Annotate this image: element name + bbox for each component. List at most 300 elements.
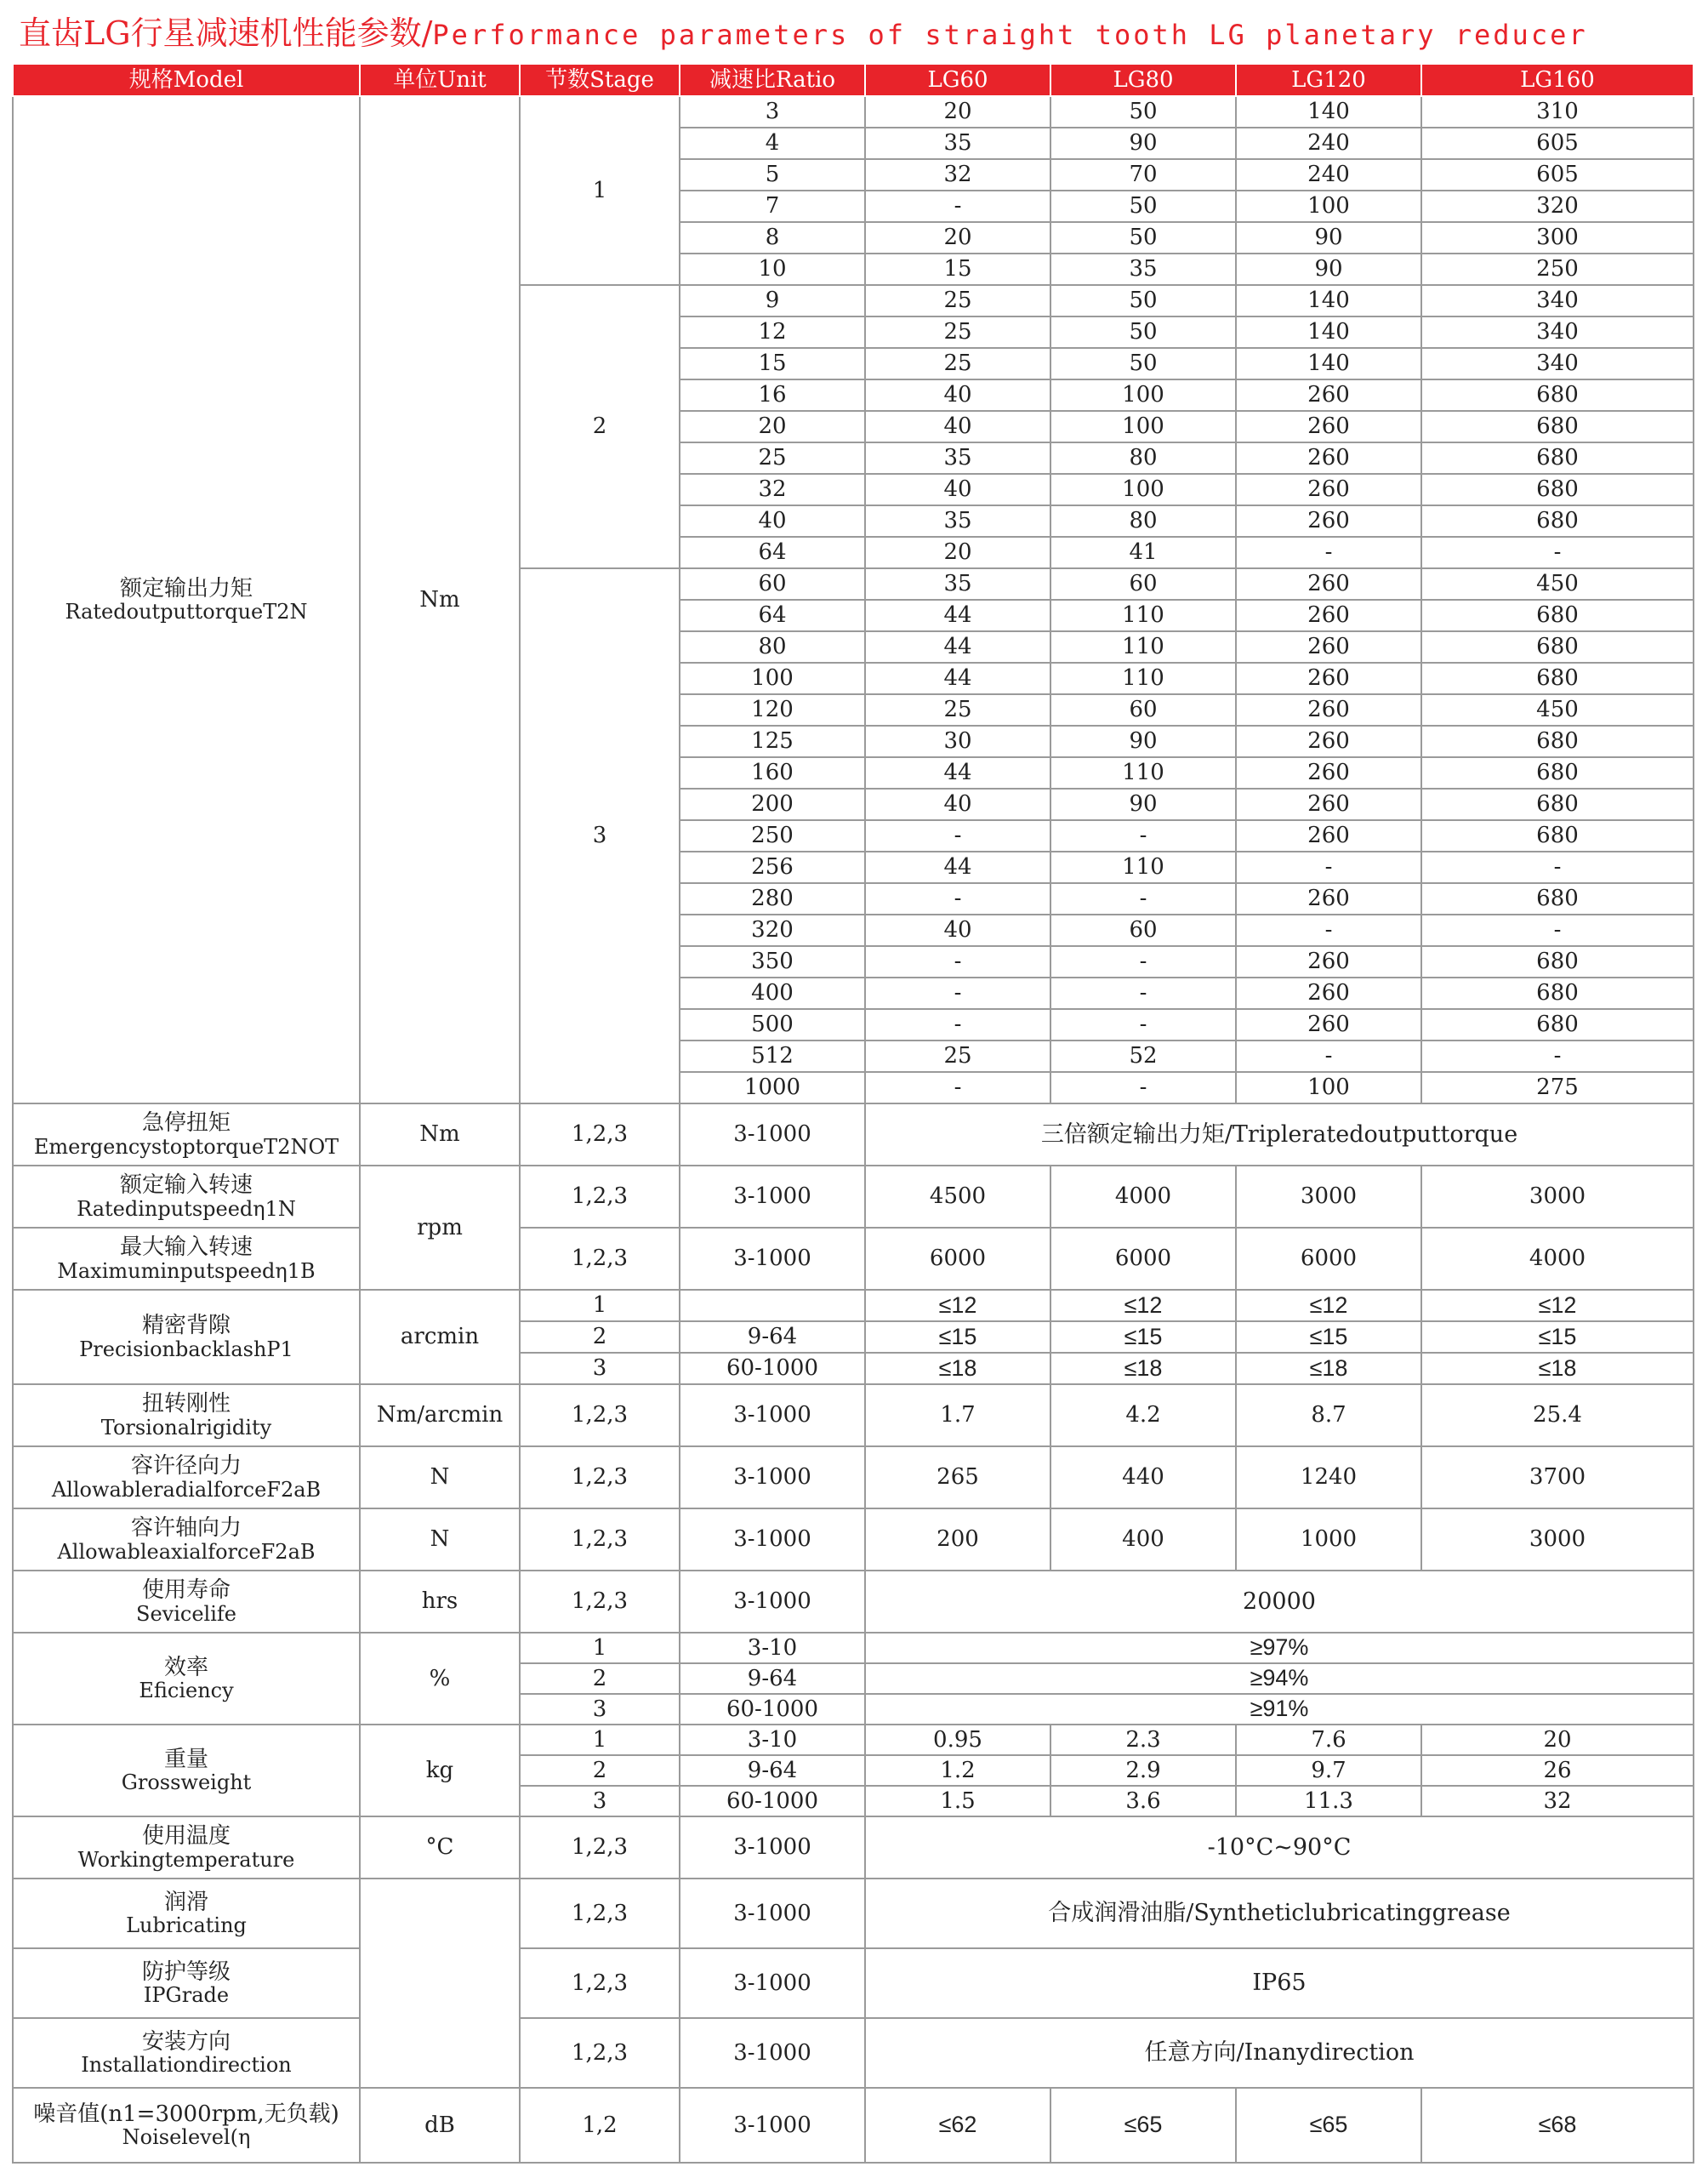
value-cell: ≤62 xyxy=(865,2088,1050,2163)
ratio-cell: 9 xyxy=(680,285,865,316)
value-cell: 26 xyxy=(1421,1755,1694,1786)
value-cell: 260 xyxy=(1236,600,1421,631)
stage-cell: 1,2,3 xyxy=(520,1879,680,1948)
value-cell: 110 xyxy=(1050,757,1236,789)
ratio-cell: 3-1000 xyxy=(680,1816,865,1879)
ratio-cell: 3-1000 xyxy=(680,1571,865,1633)
value-cell: ≤68 xyxy=(1421,2088,1694,2163)
value-cell: 1240 xyxy=(1236,1446,1421,1508)
ratio-cell: 3-10 xyxy=(680,1725,865,1755)
value-cell: 25 xyxy=(865,1041,1050,1072)
ratio-cell: 1000 xyxy=(680,1072,865,1103)
value-cell: ≤12 xyxy=(865,1290,1050,1321)
stage-cell: 1,2,3 xyxy=(520,1103,680,1166)
value-cell: 20 xyxy=(865,222,1050,254)
value-cell: 450 xyxy=(1421,568,1694,600)
value-cell: 340 xyxy=(1421,316,1694,348)
ratio-cell: 125 xyxy=(680,726,865,757)
stage-cell: 1,2,3 xyxy=(520,1816,680,1879)
value-cell: 140 xyxy=(1236,285,1421,316)
stage-cell: 2 xyxy=(520,1755,680,1786)
merged-value-cell: IP65 xyxy=(865,1948,1694,2018)
table-row xyxy=(13,1879,1694,1948)
value-cell: - xyxy=(1421,915,1694,946)
value-cell: ≤15 xyxy=(865,1321,1050,1353)
value-cell: 680 xyxy=(1421,411,1694,442)
stage-cell: 1,2,3 xyxy=(520,1446,680,1508)
value-cell: 90 xyxy=(1050,789,1236,820)
value-cell: 260 xyxy=(1236,757,1421,789)
stage-cell: 3 xyxy=(520,568,680,1103)
value-cell: 100 xyxy=(1050,411,1236,442)
header-lg60: LG60 xyxy=(865,64,1050,96)
value-cell: 50 xyxy=(1050,96,1236,128)
value-cell: - xyxy=(1050,946,1236,978)
ratio-cell: 512 xyxy=(680,1041,865,1072)
value-cell: 680 xyxy=(1421,474,1694,505)
value-cell: 50 xyxy=(1050,191,1236,222)
ratio-cell: 80 xyxy=(680,631,865,663)
value-cell: 35 xyxy=(865,128,1050,159)
value-cell: 3700 xyxy=(1421,1446,1694,1508)
ratio-cell: 3-1000 xyxy=(680,1166,865,1228)
ratio-cell: 3-1000 xyxy=(680,1508,865,1571)
value-cell: 40 xyxy=(865,474,1050,505)
stage-cell: 1,2,3 xyxy=(520,2018,680,2088)
merged-value-cell: 20000 xyxy=(865,1571,1694,1633)
value-cell: - xyxy=(1236,852,1421,883)
header-stage: 节数Stage xyxy=(520,64,680,96)
value-cell: 680 xyxy=(1421,600,1694,631)
row-name-install: 安装方向 Installationdirection xyxy=(13,2018,360,2088)
value-cell: 265 xyxy=(865,1446,1050,1508)
ratio-cell: 9-64 xyxy=(680,1663,865,1694)
header-row xyxy=(13,64,1694,96)
value-cell: 260 xyxy=(1236,978,1421,1009)
header-lg120: LG120 xyxy=(1236,64,1421,96)
value-cell: - xyxy=(865,191,1050,222)
ratio-cell: 200 xyxy=(680,789,865,820)
value-cell: 1.7 xyxy=(865,1384,1050,1446)
table-row xyxy=(13,1633,1694,1663)
value-cell: ≤18 xyxy=(865,1353,1050,1384)
value-cell: ≤65 xyxy=(1050,2088,1236,2163)
value-cell: 100 xyxy=(1236,1072,1421,1103)
value-cell: 25 xyxy=(865,285,1050,316)
header-lg80: LG80 xyxy=(1050,64,1236,96)
ratio-cell: 3-1000 xyxy=(680,1948,865,2018)
ratio-cell: 20 xyxy=(680,411,865,442)
header-lg160: LG160 xyxy=(1421,64,1694,96)
value-cell: - xyxy=(1421,537,1694,568)
value-cell: 25 xyxy=(865,316,1050,348)
value-cell: 140 xyxy=(1236,316,1421,348)
value-cell: - xyxy=(865,820,1050,852)
table-row xyxy=(13,1290,1694,1321)
ratio-cell: 3-1000 xyxy=(680,2088,865,2163)
ratio-cell: 3 xyxy=(680,96,865,128)
unit-cell: Nm xyxy=(360,1103,520,1166)
ratio-cell: 25 xyxy=(680,442,865,474)
value-cell: ≤18 xyxy=(1236,1353,1421,1384)
ratio-cell: 60-1000 xyxy=(680,1353,865,1384)
ratio-cell xyxy=(680,1290,865,1321)
value-cell: 605 xyxy=(1421,128,1694,159)
value-cell: ≤65 xyxy=(1236,2088,1421,2163)
value-cell: 3.6 xyxy=(1050,1786,1236,1816)
value-cell: 35 xyxy=(865,505,1050,537)
value-cell: 6000 xyxy=(865,1228,1050,1290)
stage-cell: 3 xyxy=(520,1694,680,1725)
value-cell: - xyxy=(1050,1072,1236,1103)
value-cell: 40 xyxy=(865,915,1050,946)
value-cell: 90 xyxy=(1050,726,1236,757)
value-cell: - xyxy=(1421,1041,1694,1072)
value-cell: 4000 xyxy=(1050,1166,1236,1228)
row-name-weight: 重量 Grossweight xyxy=(13,1725,360,1816)
stage-cell: 1 xyxy=(520,1290,680,1321)
value-cell: 25 xyxy=(865,348,1050,379)
value-cell: 35 xyxy=(865,568,1050,600)
page-title xyxy=(19,9,1703,58)
stage-cell: 2 xyxy=(520,1663,680,1694)
stage-cell: 1 xyxy=(520,1633,680,1663)
table-row xyxy=(13,1725,1694,1755)
value-cell: 2.3 xyxy=(1050,1725,1236,1755)
merged-value-cell: ≥91% xyxy=(865,1694,1694,1725)
table-row xyxy=(13,2018,1694,2088)
value-cell: 60 xyxy=(1050,568,1236,600)
value-cell: - xyxy=(1421,852,1694,883)
row-name-ip: 防护等级 IPGrade xyxy=(13,1948,360,2018)
value-cell: 680 xyxy=(1421,978,1694,1009)
ratio-cell: 3-10 xyxy=(680,1633,865,1663)
value-cell: 260 xyxy=(1236,789,1421,820)
table-row xyxy=(13,1384,1694,1446)
stage-cell: 2 xyxy=(520,285,680,568)
ratio-cell: 320 xyxy=(680,915,865,946)
table-row xyxy=(13,2088,1694,2163)
unit-cell: dB xyxy=(360,2088,520,2163)
value-cell: 680 xyxy=(1421,946,1694,978)
value-cell: 100 xyxy=(1050,474,1236,505)
ratio-cell: 9-64 xyxy=(680,1321,865,1353)
unit-cell: Nm xyxy=(360,96,520,1103)
row-name-emergency: 急停扭矩 EmergencystoptorqueT2NOT xyxy=(13,1103,360,1166)
ratio-cell: 3-1000 xyxy=(680,1103,865,1166)
value-cell: 260 xyxy=(1236,411,1421,442)
row-name-radial: 容许径向力 AllowableradialforceF2aB xyxy=(13,1446,360,1508)
value-cell: 4500 xyxy=(865,1166,1050,1228)
unit-cell: N xyxy=(360,1508,520,1571)
value-cell: 30 xyxy=(865,726,1050,757)
ratio-cell: 3-1000 xyxy=(680,1384,865,1446)
performance-table xyxy=(12,63,1694,2164)
value-cell: ≤18 xyxy=(1421,1353,1694,1384)
value-cell: 2.9 xyxy=(1050,1755,1236,1786)
ratio-cell: 350 xyxy=(680,946,865,978)
ratio-cell: 100 xyxy=(680,663,865,694)
value-cell: 20 xyxy=(865,537,1050,568)
value-cell: 3000 xyxy=(1236,1166,1421,1228)
ratio-cell: 40 xyxy=(680,505,865,537)
value-cell: - xyxy=(1050,1009,1236,1041)
ratio-cell: 8 xyxy=(680,222,865,254)
value-cell: 110 xyxy=(1050,852,1236,883)
torque-row xyxy=(13,96,1694,128)
value-cell: 680 xyxy=(1421,726,1694,757)
value-cell: - xyxy=(1236,1041,1421,1072)
ratio-cell: 60 xyxy=(680,568,865,600)
unit-cell: arcmin xyxy=(360,1290,520,1384)
value-cell: 0.95 xyxy=(865,1725,1050,1755)
value-cell: 260 xyxy=(1236,474,1421,505)
stage-cell: 1 xyxy=(520,1725,680,1755)
value-cell: 110 xyxy=(1050,600,1236,631)
table-row xyxy=(13,1816,1694,1879)
stage-cell: 1,2,3 xyxy=(520,1571,680,1633)
row-name-rated-torque: 额定输出力矩 RatedoutputtorqueT2N xyxy=(13,96,360,1103)
value-cell: 680 xyxy=(1421,1009,1694,1041)
stage-cell: 1,2 xyxy=(520,2088,680,2163)
ratio-cell: 15 xyxy=(680,348,865,379)
row-name-lubricating: 润滑 Lubricating xyxy=(13,1879,360,1948)
value-cell: 80 xyxy=(1050,442,1236,474)
value-cell: 25.4 xyxy=(1421,1384,1694,1446)
value-cell: ≤12 xyxy=(1050,1290,1236,1321)
ratio-cell: 256 xyxy=(680,852,865,883)
merged-value-cell: ≥94% xyxy=(865,1663,1694,1694)
value-cell: 4.2 xyxy=(1050,1384,1236,1446)
value-cell: 6000 xyxy=(1236,1228,1421,1290)
value-cell: 90 xyxy=(1050,128,1236,159)
table-row xyxy=(13,1948,1694,2018)
value-cell: 4000 xyxy=(1421,1228,1694,1290)
ratio-cell: 160 xyxy=(680,757,865,789)
ratio-cell: 5 xyxy=(680,159,865,191)
ratio-cell: 3-1000 xyxy=(680,1446,865,1508)
unit-cell: kg xyxy=(360,1725,520,1816)
merged-value-cell: -10°C~90°C xyxy=(865,1816,1694,1879)
table-row xyxy=(13,1166,1694,1228)
value-cell: 50 xyxy=(1050,222,1236,254)
table-row xyxy=(13,1446,1694,1508)
value-cell: 300 xyxy=(1421,222,1694,254)
value-cell: 40 xyxy=(865,379,1050,411)
table-row xyxy=(13,1228,1694,1290)
header-model: 规格Model xyxy=(13,64,360,96)
value-cell: ≤12 xyxy=(1236,1290,1421,1321)
value-cell: 20 xyxy=(1421,1725,1694,1755)
ratio-cell: 9-64 xyxy=(680,1755,865,1786)
value-cell: 35 xyxy=(1050,254,1236,285)
value-cell: 680 xyxy=(1421,442,1694,474)
value-cell: 260 xyxy=(1236,726,1421,757)
value-cell: ≤18 xyxy=(1050,1353,1236,1384)
value-cell: - xyxy=(1050,883,1236,915)
value-cell: - xyxy=(865,946,1050,978)
value-cell: ≤12 xyxy=(1421,1290,1694,1321)
value-cell: 50 xyxy=(1050,316,1236,348)
value-cell: 260 xyxy=(1236,379,1421,411)
table-row xyxy=(13,1571,1694,1633)
value-cell: 80 xyxy=(1050,505,1236,537)
unit-cell: N xyxy=(360,1446,520,1508)
value-cell: 680 xyxy=(1421,820,1694,852)
value-cell: 40 xyxy=(865,789,1050,820)
ratio-cell: 3-1000 xyxy=(680,2018,865,2088)
value-cell: 240 xyxy=(1236,128,1421,159)
header-unit: 单位Unit xyxy=(360,64,520,96)
ratio-cell: 400 xyxy=(680,978,865,1009)
value-cell: 680 xyxy=(1421,663,1694,694)
value-cell: 240 xyxy=(1236,159,1421,191)
value-cell: 110 xyxy=(1050,631,1236,663)
ratio-cell: 3-1000 xyxy=(680,1228,865,1290)
value-cell: 3000 xyxy=(1421,1508,1694,1571)
value-cell: 260 xyxy=(1236,883,1421,915)
row-name-axial: 容许轴向力 AllowableaxialforceF2aB xyxy=(13,1508,360,1571)
ratio-cell: 500 xyxy=(680,1009,865,1041)
unit-cell: hrs xyxy=(360,1571,520,1633)
value-cell: 260 xyxy=(1236,694,1421,726)
value-cell: 44 xyxy=(865,600,1050,631)
value-cell: 200 xyxy=(865,1508,1050,1571)
value-cell: - xyxy=(865,1072,1050,1103)
ratio-cell: 280 xyxy=(680,883,865,915)
table-row xyxy=(13,1103,1694,1166)
value-cell: 1.2 xyxy=(865,1755,1050,1786)
value-cell: 260 xyxy=(1236,631,1421,663)
value-cell: - xyxy=(1236,915,1421,946)
value-cell: 11.3 xyxy=(1236,1786,1421,1816)
value-cell: 50 xyxy=(1050,285,1236,316)
value-cell: 60 xyxy=(1050,915,1236,946)
value-cell: 260 xyxy=(1236,442,1421,474)
row-name-noise: 噪音值(n1=3000rpm,无负载) Noiselevel(η xyxy=(13,2088,360,2163)
value-cell: 250 xyxy=(1421,254,1694,285)
unit-cell: % xyxy=(360,1633,520,1725)
stage-cell: 1,2,3 xyxy=(520,1384,680,1446)
stage-cell: 1,2,3 xyxy=(520,1948,680,2018)
value-cell: 44 xyxy=(865,757,1050,789)
value-cell: - xyxy=(1236,537,1421,568)
unit-cell: Nm/arcmin xyxy=(360,1384,520,1446)
page-title-en: Performance parameters of straight tooth LG planetary reducer xyxy=(432,19,1588,51)
ratio-cell: 3-1000 xyxy=(680,1879,865,1948)
value-cell: 140 xyxy=(1236,348,1421,379)
value-cell: 320 xyxy=(1421,191,1694,222)
value-cell: 70 xyxy=(1050,159,1236,191)
value-cell: 260 xyxy=(1236,505,1421,537)
value-cell: 25 xyxy=(865,694,1050,726)
unit-cell-empty xyxy=(360,1879,520,2088)
value-cell: 7.6 xyxy=(1236,1725,1421,1755)
value-cell: 260 xyxy=(1236,1009,1421,1041)
ratio-cell: 60-1000 xyxy=(680,1786,865,1816)
value-cell: ≤15 xyxy=(1421,1321,1694,1353)
value-cell: 1.5 xyxy=(865,1786,1050,1816)
merged-value-cell: 合成润滑油脂/Syntheticlubricatinggrease xyxy=(865,1879,1694,1948)
value-cell: 260 xyxy=(1236,568,1421,600)
value-cell: ≤15 xyxy=(1236,1321,1421,1353)
value-cell: 40 xyxy=(865,411,1050,442)
value-cell: 15 xyxy=(865,254,1050,285)
merged-value-cell: 三倍额定输出力矩/Tripleratedoutputtorque xyxy=(865,1103,1694,1166)
stage-cell: 1,2,3 xyxy=(520,1508,680,1571)
value-cell: 9.7 xyxy=(1236,1755,1421,1786)
value-cell: 6000 xyxy=(1050,1228,1236,1290)
value-cell: 44 xyxy=(865,852,1050,883)
row-name-backlash: 精密背隙 PrecisionbacklashP1 xyxy=(13,1290,360,1384)
ratio-cell: 64 xyxy=(680,537,865,568)
unit-cell: °C xyxy=(360,1816,520,1879)
table-body xyxy=(13,96,1694,2163)
value-cell: 680 xyxy=(1421,631,1694,663)
ratio-cell: 10 xyxy=(680,254,865,285)
value-cell: 100 xyxy=(1050,379,1236,411)
value-cell: 440 xyxy=(1050,1446,1236,1508)
value-cell: 41 xyxy=(1050,537,1236,568)
page-title-zh: 直齿LG行星减速机性能参数/ xyxy=(19,14,433,52)
value-cell: 100 xyxy=(1236,191,1421,222)
value-cell: 60 xyxy=(1050,694,1236,726)
value-cell: 680 xyxy=(1421,379,1694,411)
ratio-cell: 250 xyxy=(680,820,865,852)
value-cell: 32 xyxy=(865,159,1050,191)
value-cell: 680 xyxy=(1421,883,1694,915)
value-cell: 680 xyxy=(1421,789,1694,820)
value-cell: - xyxy=(1050,820,1236,852)
value-cell: - xyxy=(865,978,1050,1009)
row-name-temperature: 使用温度 Workingtemperature xyxy=(13,1816,360,1879)
value-cell: 310 xyxy=(1421,96,1694,128)
row-name-efficiency: 效率 Eficiency xyxy=(13,1633,360,1725)
value-cell: - xyxy=(865,883,1050,915)
value-cell: 400 xyxy=(1050,1508,1236,1571)
value-cell: 35 xyxy=(865,442,1050,474)
ratio-cell: 64 xyxy=(680,600,865,631)
table-row xyxy=(13,1508,1694,1571)
ratio-cell: 7 xyxy=(680,191,865,222)
value-cell: 32 xyxy=(1421,1786,1694,1816)
merged-value-cell: 任意方向/Inanydirection xyxy=(865,2018,1694,2088)
value-cell: - xyxy=(1050,978,1236,1009)
row-name-life: 使用寿命 Sevicelife xyxy=(13,1571,360,1633)
value-cell: 275 xyxy=(1421,1072,1694,1103)
stage-cell: 1 xyxy=(520,96,680,285)
row-name-rigidity: 扭转刚性 Torsionalrigidity xyxy=(13,1384,360,1446)
ratio-cell: 12 xyxy=(680,316,865,348)
stage-cell: 1,2,3 xyxy=(520,1166,680,1228)
value-cell: 44 xyxy=(865,663,1050,694)
ratio-cell: 16 xyxy=(680,379,865,411)
stage-cell: 1,2,3 xyxy=(520,1228,680,1290)
unit-cell: rpm xyxy=(360,1166,520,1290)
value-cell: 52 xyxy=(1050,1041,1236,1072)
row-name-rated-speed: 额定输入转速 Ratedinputspeedη1N xyxy=(13,1166,360,1228)
value-cell: 260 xyxy=(1236,663,1421,694)
value-cell: 260 xyxy=(1236,946,1421,978)
value-cell: 680 xyxy=(1421,505,1694,537)
header-ratio: 减速比Ratio xyxy=(680,64,865,96)
stage-cell: 2 xyxy=(520,1321,680,1353)
value-cell: 3000 xyxy=(1421,1166,1694,1228)
ratio-cell: 4 xyxy=(680,128,865,159)
value-cell: 20 xyxy=(865,96,1050,128)
value-cell: 140 xyxy=(1236,96,1421,128)
value-cell: ≤15 xyxy=(1050,1321,1236,1353)
